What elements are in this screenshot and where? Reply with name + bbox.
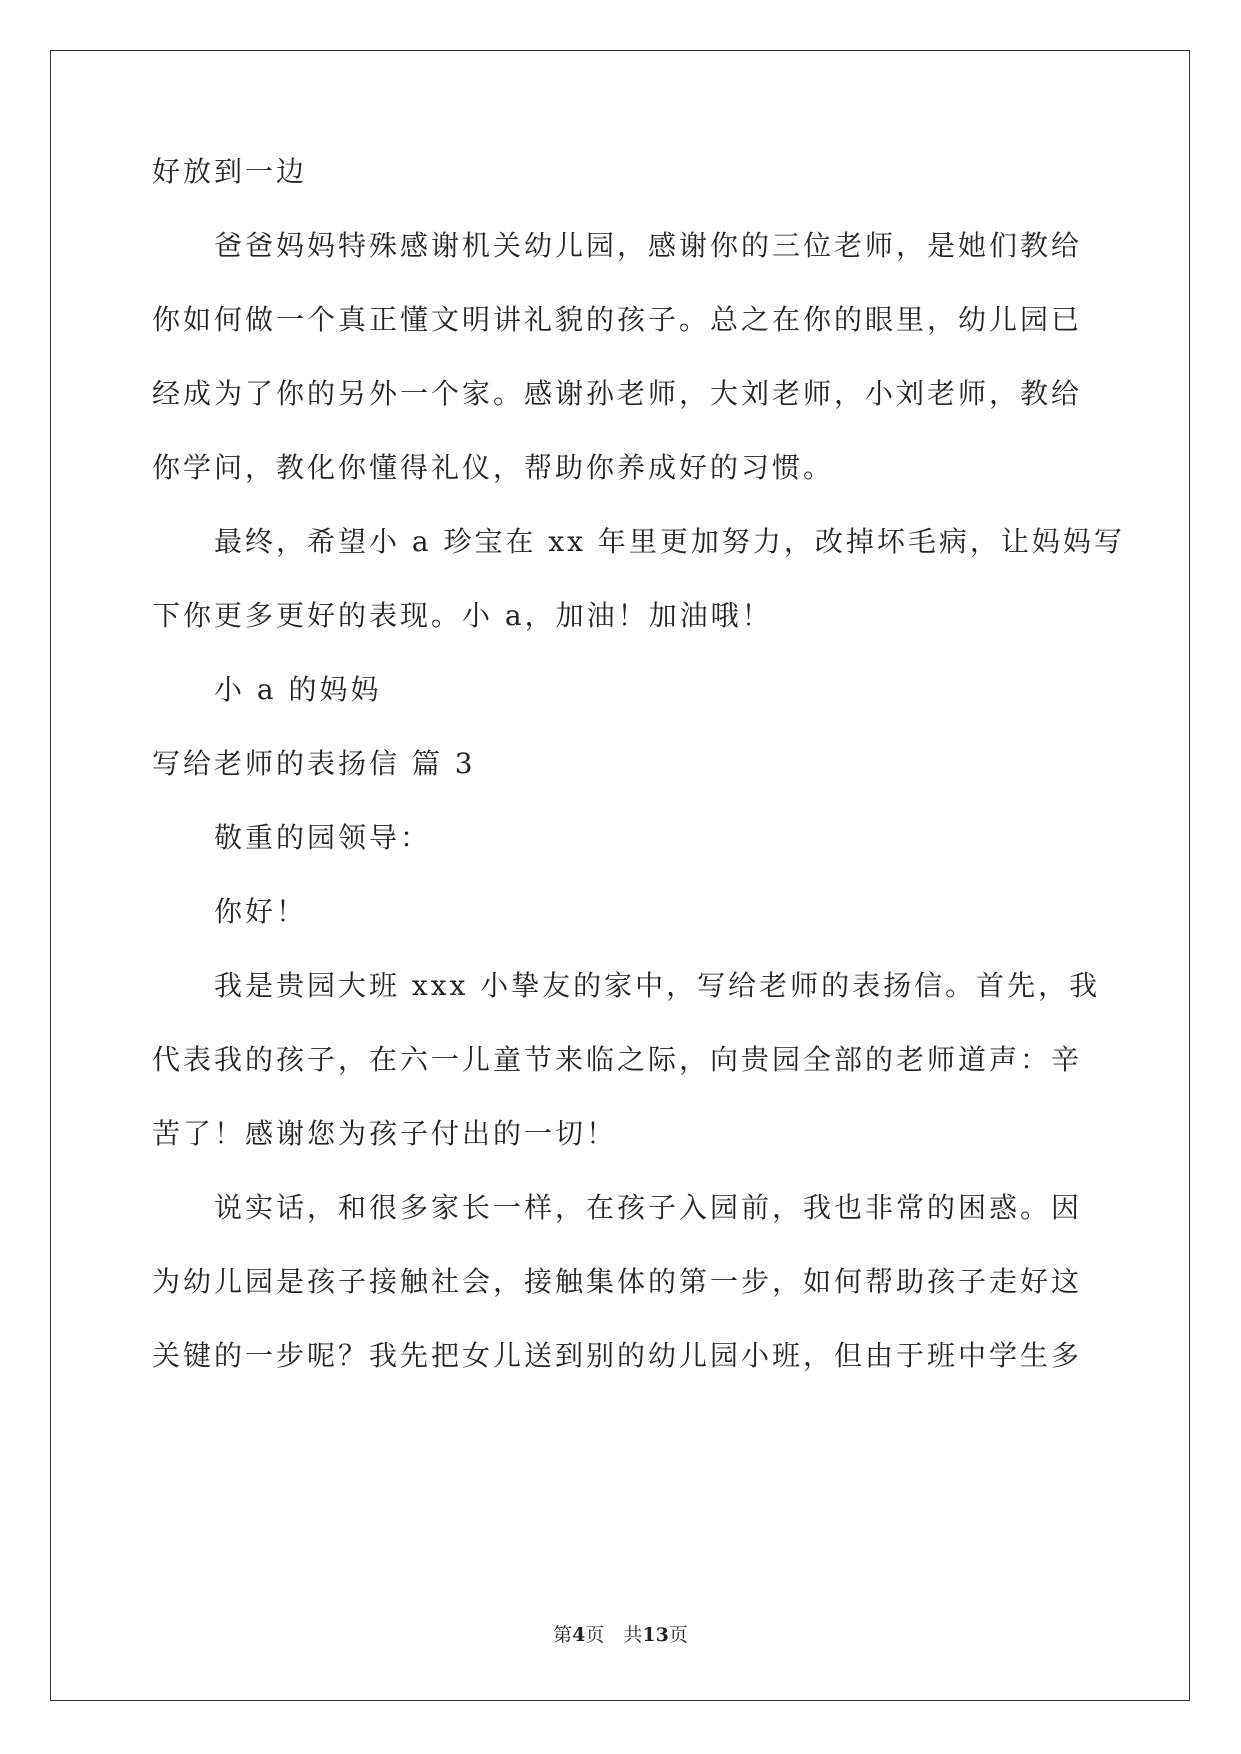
text-line: 苦了！感谢您为孩子付出的一切！ bbox=[152, 1117, 618, 1150]
greeting: 你好！ bbox=[214, 895, 308, 928]
text-line: 你如何做一个真正懂文明讲礼貌的孩子。总之在你的眼里，幼儿园已 bbox=[152, 303, 1083, 336]
text-line: 说实话，和很多家长一样，在孩子入园前，我也非常的困惑。因 bbox=[214, 1191, 1083, 1224]
signature-line: 小 a 的妈妈 bbox=[214, 673, 382, 706]
text-line: 下你更多更好的表现。小 a，加油！加油哦！ bbox=[152, 599, 773, 632]
text-line: 最终，希望小 a 珍宝在 xx 年里更加努力，改掉坏毛病，让妈妈写 bbox=[214, 525, 1125, 558]
total-page-number: 13 bbox=[642, 1624, 669, 1646]
section-heading: 写给老师的表扬信 篇 3 bbox=[152, 747, 476, 780]
footer-prefix: 第 bbox=[553, 1624, 573, 1646]
current-page-number: 4 bbox=[572, 1624, 586, 1646]
text-line: 为幼儿园是孩子接触社会，接触集体的第一步，如何帮助孩子走好这 bbox=[152, 1265, 1083, 1298]
text-line: 你学问，教化你懂得礼仪，帮助你养成好的习惯。 bbox=[152, 451, 835, 484]
text-line: 关键的一步呢？我先把女儿送到别的幼儿园小班，但由于班中学生多 bbox=[152, 1339, 1083, 1372]
page-border bbox=[50, 50, 1190, 1701]
page-footer bbox=[0, 1620, 1241, 1647]
salutation: 敬重的园领导： bbox=[214, 821, 432, 854]
text-line: 爸爸妈妈特殊感谢机关幼儿园，感谢你的三位老师，是她们教给 bbox=[214, 229, 1083, 262]
text-line: 我是贵园大班 xxx 小挚友的家中，写给老师的表扬信。首先，我 bbox=[214, 969, 1101, 1002]
footer-suffix: 页 bbox=[668, 1624, 688, 1646]
text-line: 好放到一边 bbox=[152, 155, 308, 188]
footer-middle: 页 共 bbox=[585, 1624, 643, 1646]
text-line: 代表我的孩子，在六一儿童节来临之际，向贵园全部的老师道声：辛 bbox=[152, 1043, 1083, 1076]
text-line: 经成为了你的另外一个家。感谢孙老师，大刘老师，小刘老师，教给 bbox=[152, 377, 1083, 410]
